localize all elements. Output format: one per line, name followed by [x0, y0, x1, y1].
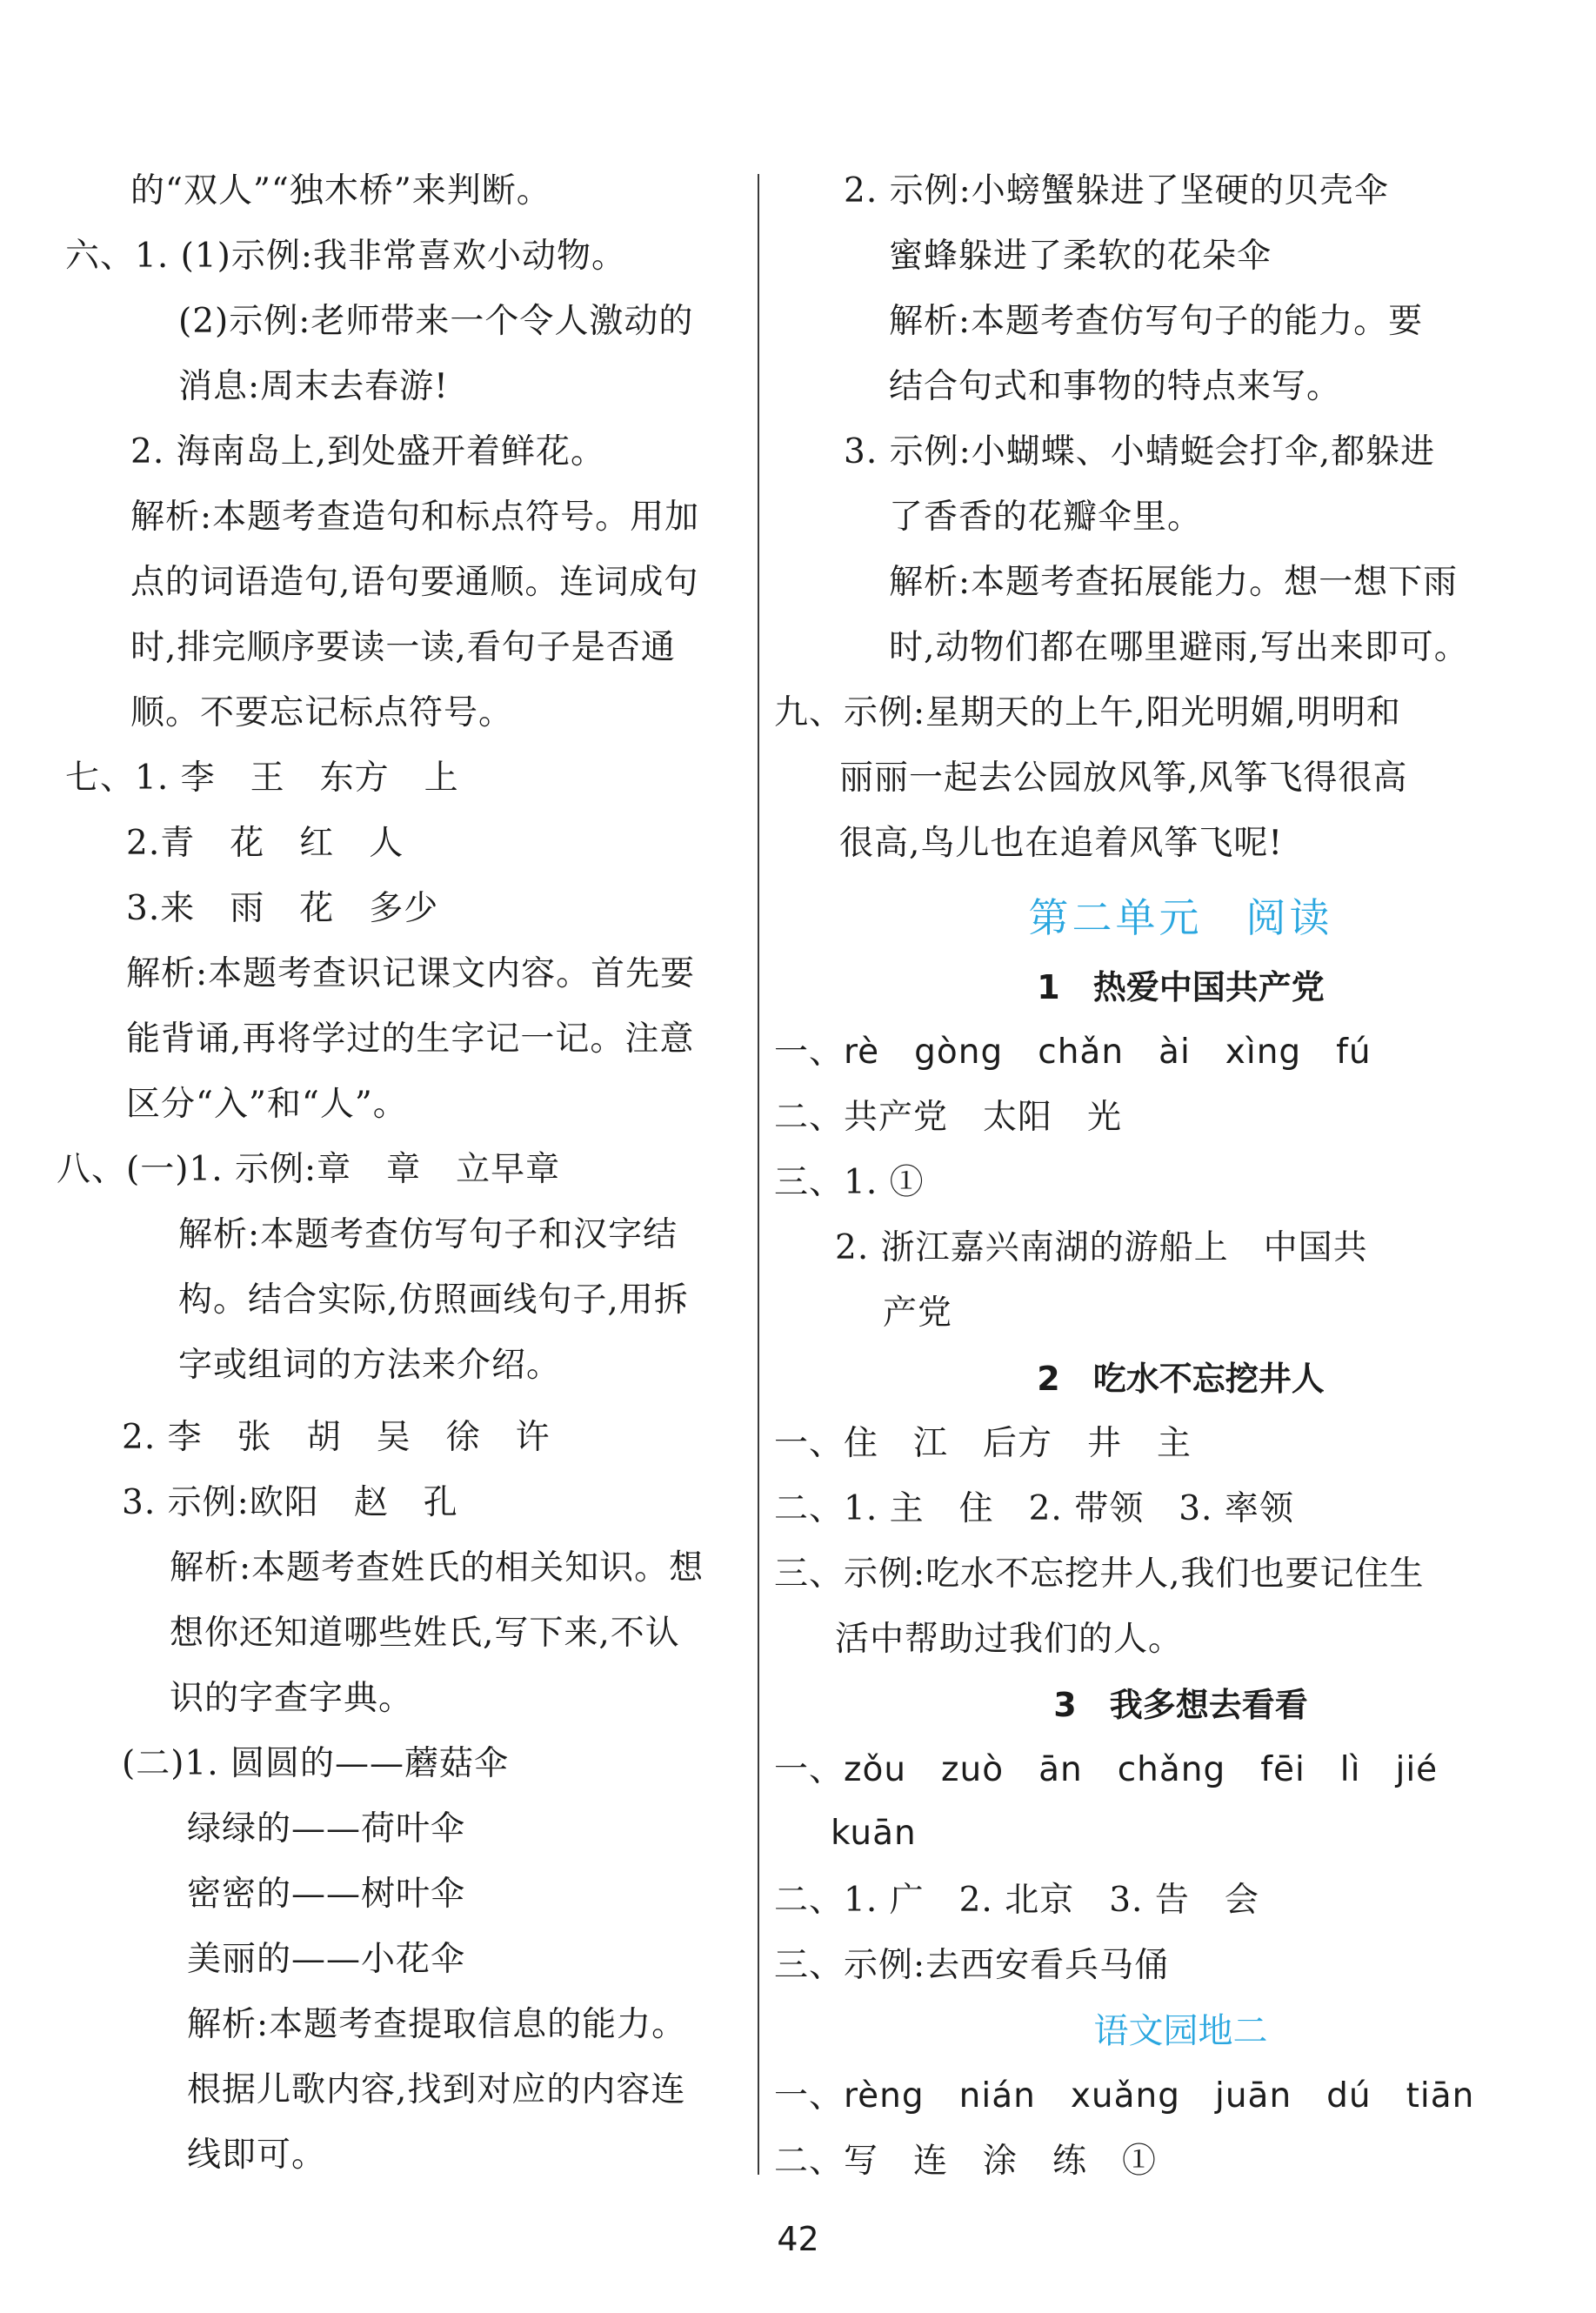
lesson-title: 1 热爱中国共产党 [1037, 968, 1325, 1006]
text-line: 九、示例:星期天的上午,阳光明媚,明明和 [774, 693, 1401, 732]
text-line: 活中帮助过我们的人。 [835, 1620, 1184, 1659]
text-line: 密密的——树叶伞 [187, 1875, 466, 1914]
text-line: 绿绿的——荷叶伞 [187, 1809, 466, 1848]
text-line: 解析:本题考查姓氏的相关知识。想 [170, 1548, 705, 1588]
text-line: 消息:周末去春游! [178, 367, 449, 406]
text-line: 能背诵,再将学过的生字记一记。注意 [126, 1019, 695, 1059]
text-line: 解析:本题考查提取信息的能力。 [187, 2005, 687, 2044]
text-line: 解析:本题考查识记课文内容。首先要 [126, 954, 696, 993]
text-line: 一、rèng nián xuǎng juān dú tiān [774, 2076, 1475, 2116]
text-line: 根据儿歌内容,找到对应的内容连 [187, 2070, 686, 2109]
text-line: 产党 [883, 1294, 953, 1333]
text-line: 时,动物们都在哪里避雨,写出来即可。 [889, 628, 1469, 667]
text-line: 结合句式和事物的特点来写。 [889, 367, 1342, 406]
text-line: 美丽的——小花伞 [187, 1940, 466, 1979]
text-line: 3. 示例:欧阳 赵 孔 [122, 1483, 458, 1522]
page-number: 42 [777, 2220, 819, 2258]
text-line: 解析:本题考查造句和标点符号。用加 [130, 498, 700, 537]
column-divider [758, 174, 759, 2175]
text-line: 识的字查字典。 [170, 1679, 414, 1718]
text-line: 2. 李 张 胡 吴 徐 许 [122, 1418, 551, 1457]
text-line: 三、示例:去西安看兵马俑 [774, 1946, 1170, 1985]
text-line: 时,排完顺序要读一读,看句子是否通 [130, 628, 676, 667]
text-line: 2. 示例:小螃蟹躲进了坚硬的贝壳伞 [844, 171, 1389, 211]
text-line: 的“双人”“独木桥”来判断。 [130, 171, 551, 211]
text-line: 想你还知道哪些姓氏,写下来,不认 [170, 1614, 680, 1653]
unit-title: 第二单元 阅读 [1028, 894, 1333, 941]
text-line: 2. 浙江嘉兴南湖的游船上 中国共 [835, 1228, 1368, 1267]
text-line: 三、示例:吃水不忘挖井人,我们也要记住生 [774, 1554, 1425, 1594]
text-line: 很高,鸟儿也在追着风筝飞呢! [839, 824, 1284, 863]
text-line: 一、rè gòng chǎn ài xìng fú [774, 1033, 1372, 1072]
text-line: 字或组词的方法来介绍。 [178, 1346, 562, 1385]
lesson-title: 2 吃水不忘挖井人 [1037, 1360, 1325, 1398]
text-line: 解析:本题考查拓展能力。想一想下雨 [889, 563, 1459, 602]
text-line: 构。结合实际,仿照画线句子,用拆 [178, 1280, 689, 1320]
text-line: 一、住 江 后方 井 主 [774, 1424, 1192, 1463]
text-line: 三、1. ① [774, 1163, 925, 1202]
text-line: 八、(一)1. 示例:章 章 立早章 [57, 1150, 561, 1189]
text-line: 一、zǒu zuò ān chǎng fēi lì jié [774, 1750, 1439, 1789]
text-line: 七、1. 李 王 东方 上 [65, 759, 459, 798]
text-line: 丽丽一起去公园放风筝,风筝飞得很高 [839, 759, 1408, 798]
text-line: 蜜蜂躲进了柔软的花朵伞 [889, 237, 1272, 276]
text-line: 二、共产党 太阳 光 [774, 1098, 1123, 1137]
text-line: 线即可。 [187, 2136, 327, 2175]
text-line: 3.来 雨 花 多少 [126, 889, 439, 928]
text-line: 点的词语造句,语句要通顺。连词成句 [130, 563, 699, 602]
text-line: kuān [831, 1814, 917, 1853]
text-line: 六、1. (1)示例:我非常喜欢小动物。 [65, 237, 626, 276]
text-line: 顺。不要忘记标点符号。 [130, 693, 514, 732]
text-line: 二、1. 主 住 2. 带领 3. 率领 [774, 1489, 1294, 1528]
text-line: 解析:本题考查仿写句子和汉字结 [178, 1215, 678, 1254]
text-line: 了香香的花瓣伞里。 [889, 498, 1203, 537]
text-line: 2.青 花 红 人 [126, 824, 404, 863]
text-line: 解析:本题考查仿写句子的能力。要 [889, 302, 1424, 341]
lesson-title: 3 我多想去看看 [1053, 1686, 1308, 1724]
text-line: 2. 海南岛上,到处盛开着鲜花。 [130, 432, 606, 471]
text-line: (2)示例:老师带来一个令人激动的 [178, 302, 694, 341]
text-line: 二、1. 广 2. 北京 3. 告 会 [774, 1881, 1259, 1920]
section-subtitle: 语文园地二 [1093, 2011, 1268, 2051]
text-line: (二)1. 圆圆的——蘑菇伞 [122, 1744, 510, 1783]
text-line: 3. 示例:小蝴蝶、小蜻蜓会打伞,都躲进 [844, 432, 1436, 471]
text-line: 区分“入”和“人”。 [126, 1085, 408, 1124]
text-line: 二、写 连 涂 练 ① [774, 2142, 1158, 2181]
